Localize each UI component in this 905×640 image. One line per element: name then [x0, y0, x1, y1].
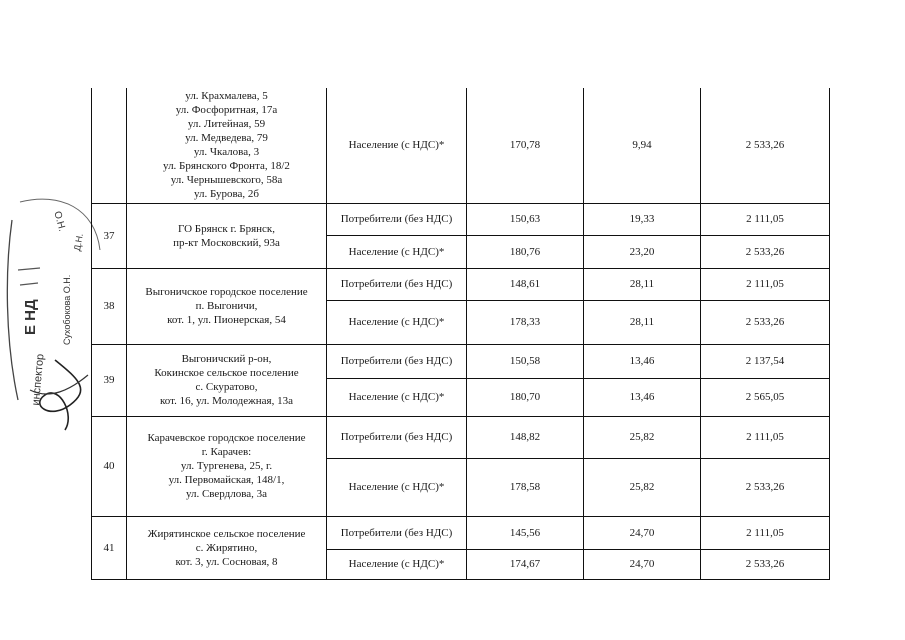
address-line: ул. Чкалова, 3	[193, 146, 260, 159]
tariff-value-cell: 2 137,54	[701, 344, 830, 378]
consumer-category-cell: Население (с НДС)*	[327, 88, 467, 203]
tariff-value-cell: 23,20	[584, 235, 701, 268]
table-row	[92, 268, 830, 300]
tariff-value-cell: 19,33	[584, 203, 701, 235]
address-line: Жирятинское сельское поселение	[147, 527, 306, 540]
stamp-text-3: Сухобокова О.Н.	[62, 274, 72, 345]
tariff-value-cell: 150,58	[467, 344, 584, 378]
consumer-category-cell: Потребители (без НДС)	[327, 203, 467, 235]
tariff-value-cell: 2 533,26	[701, 549, 830, 579]
address-line: Выгоничское городское поселение	[145, 286, 308, 298]
tariff-value-cell: 180,76	[467, 235, 584, 268]
address-line: ул. Первомайская, 148/1,	[168, 474, 285, 486]
tariff-value-cell: 24,70	[584, 549, 701, 579]
table-row	[92, 344, 830, 378]
consumer-category-cell: Потребители (без НДС)	[327, 516, 467, 549]
address-line: кот. 3, ул. Сосновая, 8	[175, 555, 278, 568]
tariff-value-cell: 2 111,05	[701, 416, 830, 458]
row-number: 39	[92, 344, 127, 416]
tariff-value-cell: 178,33	[467, 300, 584, 344]
address-cell	[127, 516, 327, 579]
consumer-category-cell: Население (с НДС)*	[327, 378, 467, 416]
table-row	[92, 516, 830, 549]
tariff-table	[91, 88, 830, 580]
address-cell	[127, 203, 327, 268]
table-row	[92, 416, 830, 458]
stamp-text-2: инспектор	[30, 353, 47, 407]
address-line: ГО Брянск г. Брянск,	[177, 222, 276, 235]
address-line: кот. 1, ул. Пионерская, 54	[167, 314, 286, 326]
stamp-text-4: Д.Н.	[72, 232, 85, 252]
address-line: Выгоничский р-он,	[181, 353, 272, 365]
tariff-value-cell: 2 111,05	[701, 516, 830, 549]
address-line: п. Выгоничи,	[195, 300, 258, 312]
address-line: ул. Брянского Фронта, 18/2	[163, 160, 290, 173]
address-line: пр-кт Московский, 93а	[173, 236, 280, 249]
tariff-value-cell: 150,63	[467, 203, 584, 235]
address-line: ул. Чернышевского, 58а	[170, 174, 283, 187]
address-line: ул. Тургенева, 25, г.	[180, 460, 273, 472]
row-number: 41	[92, 516, 127, 579]
tariff-value-cell: 174,67	[467, 549, 584, 579]
tariff-value-cell: 24,70	[584, 516, 701, 549]
address-line: Кокинское сельское поселение	[154, 367, 299, 379]
row-number: 38	[92, 268, 127, 344]
address-line: г. Карачев:	[201, 446, 252, 458]
consumer-category-cell: Население (с НДС)*	[327, 549, 467, 579]
address-cell	[127, 268, 327, 344]
address-line: ул. Фосфоритная, 17а	[175, 104, 278, 117]
tariff-value-cell: 148,82	[467, 416, 584, 458]
tariff-value-cell: 170,78	[467, 88, 584, 203]
address-line: ул. Свердлова, 3а	[185, 488, 268, 500]
address-line: ул. Медведева, 79	[185, 132, 268, 145]
row-number: 37	[92, 203, 127, 268]
address-line: ул. Литейная, 59	[187, 118, 266, 131]
tariff-value-cell: 28,11	[584, 268, 701, 300]
address-line: Карачевское городское поселение	[147, 432, 306, 444]
row-number: 40	[92, 416, 127, 516]
tariff-value-cell: 25,82	[584, 416, 701, 458]
stamp-text-5: О.Н.	[51, 210, 68, 233]
consumer-category-cell: Население (с НДС)*	[327, 458, 467, 516]
tariff-value-cell: 28,11	[584, 300, 701, 344]
address-line: с. Жирятино,	[195, 541, 258, 554]
tariff-value-cell: 2 533,26	[701, 88, 830, 203]
address-cell	[127, 416, 327, 516]
tariff-value-cell: 178,58	[467, 458, 584, 516]
tariff-value-cell: 13,46	[584, 344, 701, 378]
row-number	[92, 88, 127, 203]
consumer-category-cell: Население (с НДС)*	[327, 235, 467, 268]
address-line: ул. Бурова, 2б	[193, 188, 260, 201]
tariff-value-cell: 145,56	[467, 516, 584, 549]
tariff-value-cell: 2 533,26	[701, 235, 830, 268]
table-row	[92, 203, 830, 235]
tariff-value-cell: 13,46	[584, 378, 701, 416]
address-cell	[127, 88, 327, 203]
tariff-value-cell: 25,82	[584, 458, 701, 516]
stamp-text-1: Е НД	[22, 299, 39, 335]
tariff-value-cell: 148,61	[467, 268, 584, 300]
tariff-value-cell: 2 565,05	[701, 378, 830, 416]
tariff-value-cell: 2 111,05	[701, 268, 830, 300]
table-row	[92, 88, 830, 203]
consumer-category-cell: Потребители (без НДС)	[327, 268, 467, 300]
consumer-category-cell: Потребители (без НДС)	[327, 416, 467, 458]
tariff-value-cell: 2 533,26	[701, 300, 830, 344]
address-line: с. Скуратово,	[195, 381, 258, 393]
address-cell	[127, 344, 327, 416]
tariff-value-cell: 180,70	[467, 378, 584, 416]
tariff-value-cell: 2 111,05	[701, 203, 830, 235]
table-body	[92, 88, 830, 579]
address-line: ул. Крахмалева, 5	[185, 90, 268, 103]
tariff-value-cell: 9,94	[584, 88, 701, 203]
consumer-category-cell: Потребители (без НДС)	[327, 344, 467, 378]
address-line: кот. 16, ул. Молодежная, 13а	[160, 395, 293, 407]
consumer-category-cell: Население (с НДС)*	[327, 300, 467, 344]
tariff-value-cell: 2 533,26	[701, 458, 830, 516]
